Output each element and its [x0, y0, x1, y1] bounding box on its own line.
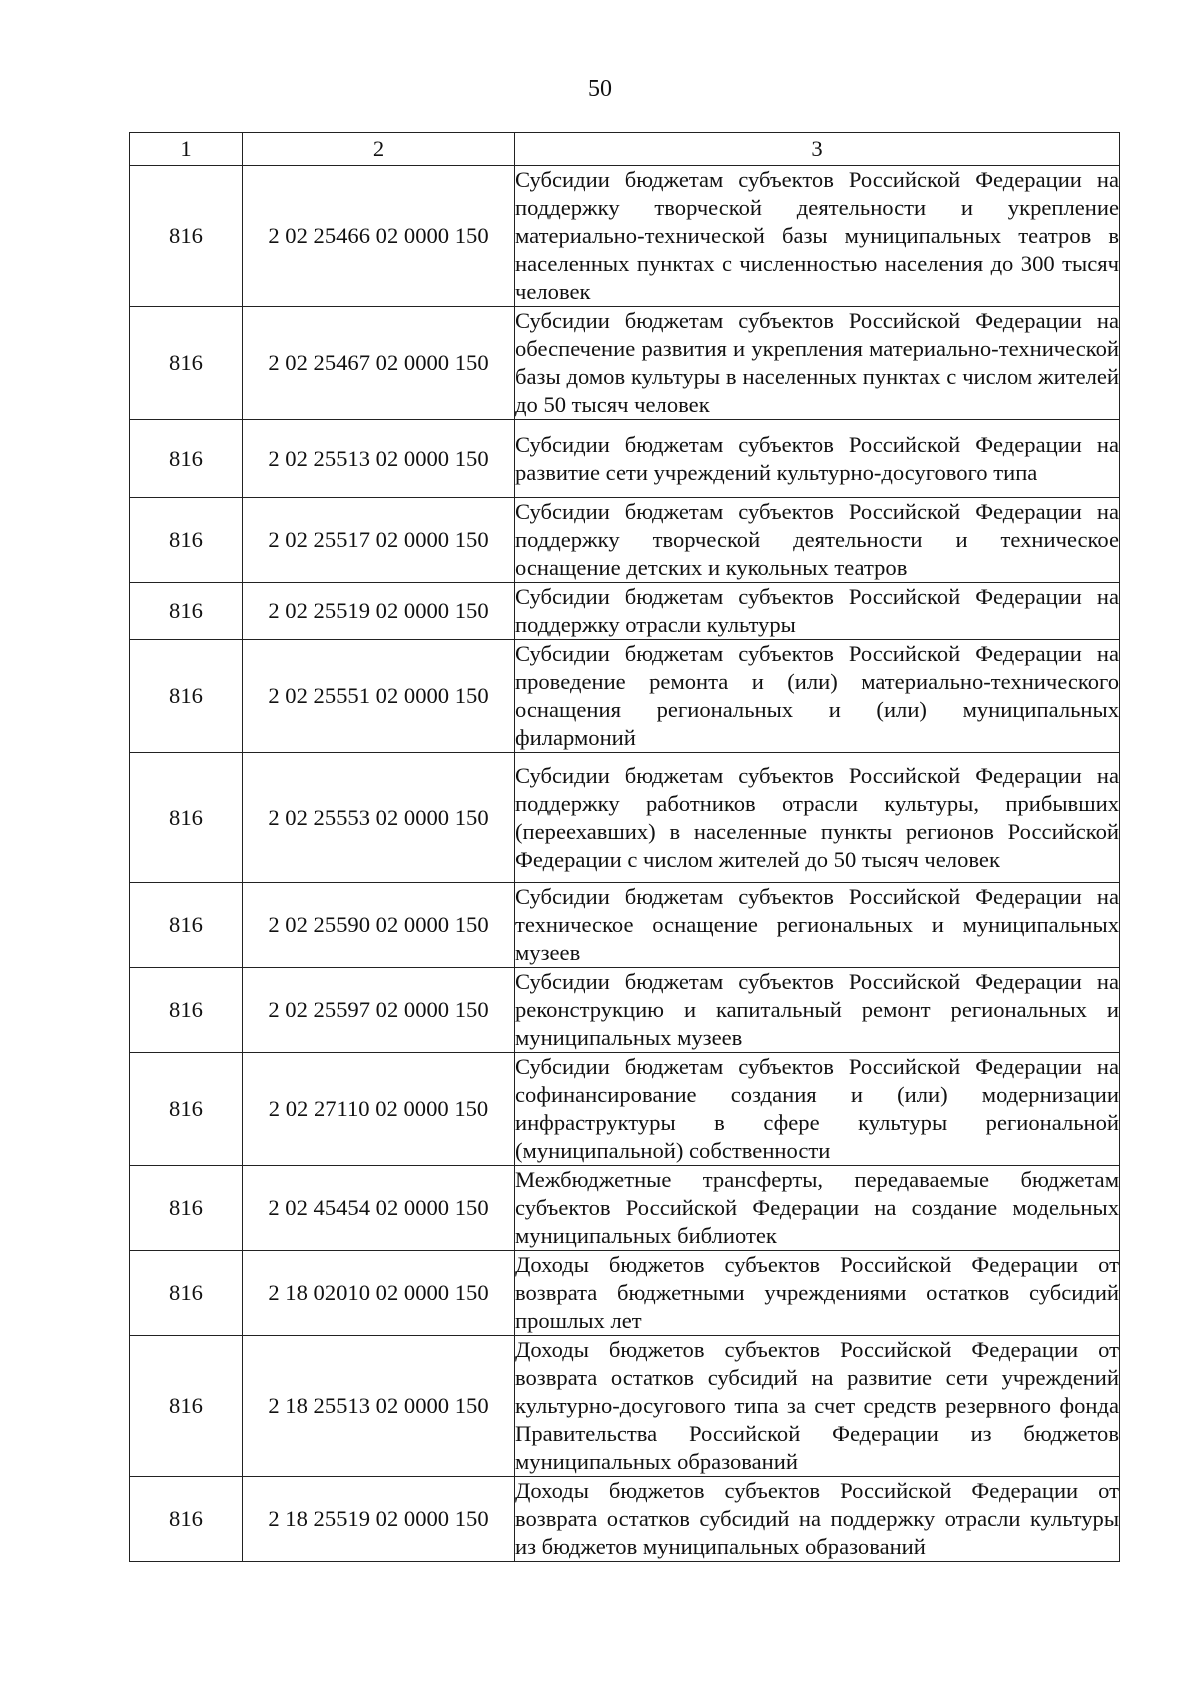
- budget-classification-table: [129, 132, 1120, 1562]
- table-header-row: [130, 133, 1120, 166]
- budget-code-cell: 2 02 25590 02 0000 150: [243, 883, 515, 968]
- description-cell: Межбюджетные трансферты, передаваемые бюджетам субъектов Российской Федерации на создание модельных муниципальных библиотек: [515, 1166, 1120, 1251]
- description-cell: Субсидии бюджетам субъектов Российской Федерации на проведение ремонта и (или) материально-технического оснащения региональных и (или) муниципальных филармоний: [515, 640, 1120, 753]
- description-cell: Субсидии бюджетам субъектов Российской Федерации на поддержку отрасли культуры: [515, 583, 1120, 640]
- description-cell: Субсидии бюджетам субъектов Российской Федерации на поддержку творческой деятельности и укрепление материально-технической базы муниципальных театров в населенных пунктах с численностью населения до 300 тысяч человек: [515, 166, 1120, 307]
- budget-code-cell: 2 02 25553 02 0000 150: [243, 753, 515, 883]
- admin-code-cell: 816: [130, 583, 243, 640]
- table-row: [130, 1053, 1120, 1166]
- description-cell: Субсидии бюджетам субъектов Российской Федерации на техническое оснащение региональных и муниципальных музеев: [515, 883, 1120, 968]
- admin-code-cell: 816: [130, 1053, 243, 1166]
- header-cell-1: 1: [130, 133, 243, 166]
- description-cell: Субсидии бюджетам субъектов Российской Федерации на поддержку творческой деятельности и техническое оснащение детских и кукольных театров: [515, 498, 1120, 583]
- header-cell-2: 2: [243, 133, 515, 166]
- budget-code-cell: 2 02 25597 02 0000 150: [243, 968, 515, 1053]
- budget-code-cell: 2 02 25466 02 0000 150: [243, 166, 515, 307]
- table-row: [130, 753, 1120, 883]
- page-number: 50: [588, 76, 612, 102]
- budget-code-cell: 2 02 25551 02 0000 150: [243, 640, 515, 753]
- table-row: [130, 166, 1120, 307]
- budget-code-cell: 2 02 45454 02 0000 150: [243, 1166, 515, 1251]
- description-cell: Субсидии бюджетам субъектов Российской Федерации на поддержку работников отрасли культуры, прибывших (переехавших) в населенные пункты регионов Российской Федерации с числом жителей до 50 тысяч человек: [515, 753, 1120, 883]
- admin-code-cell: 816: [130, 968, 243, 1053]
- admin-code-cell: 816: [130, 1251, 243, 1336]
- budget-code-cell: 2 02 25513 02 0000 150: [243, 420, 515, 498]
- description-cell: Субсидии бюджетам субъектов Российской Федерации на софинансирование создания и (или) модернизации инфраструктуры в сфере культуры региональной (муниципальной) собственности: [515, 1053, 1120, 1166]
- admin-code-cell: 816: [130, 1477, 243, 1562]
- table-row: [130, 498, 1120, 583]
- budget-code-cell: 2 02 25467 02 0000 150: [243, 307, 515, 420]
- admin-code-cell: 816: [130, 498, 243, 583]
- admin-code-cell: 816: [130, 883, 243, 968]
- budget-code-cell: 2 02 27110 02 0000 150: [243, 1053, 515, 1166]
- table-row: [130, 1336, 1120, 1477]
- admin-code-cell: 816: [130, 753, 243, 883]
- table-row: [130, 1166, 1120, 1251]
- description-cell: Субсидии бюджетам субъектов Российской Федерации на развитие сети учреждений культурно-досугового типа: [515, 420, 1120, 498]
- budget-code-cell: 2 18 02010 02 0000 150: [243, 1251, 515, 1336]
- admin-code-cell: 816: [130, 420, 243, 498]
- description-cell: Доходы бюджетов субъектов Российской Федерации от возврата остатков субсидий на поддержку отрасли культуры из бюджетов муниципальных образований: [515, 1477, 1120, 1562]
- description-cell: Доходы бюджетов субъектов Российской Федерации от возврата остатков субсидий на развитие сети учреждений культурно-досугового типа за счет средств резервного фонда Правительства Российской Федерации из бюджетов муниципальных образований: [515, 1336, 1120, 1477]
- table-row: [130, 583, 1120, 640]
- admin-code-cell: 816: [130, 1336, 243, 1477]
- description-cell: Субсидии бюджетам субъектов Российской Федерации на реконструкцию и капитальный ремонт региональных и муниципальных музеев: [515, 968, 1120, 1053]
- table-row: [130, 1251, 1120, 1336]
- budget-code-cell: 2 18 25519 02 0000 150: [243, 1477, 515, 1562]
- admin-code-cell: 816: [130, 166, 243, 307]
- header-cell-3: 3: [515, 133, 1120, 166]
- admin-code-cell: 816: [130, 307, 243, 420]
- admin-code-cell: 816: [130, 640, 243, 753]
- budget-code-cell: 2 02 25519 02 0000 150: [243, 583, 515, 640]
- admin-code-cell: 816: [130, 1166, 243, 1251]
- table-row: [130, 420, 1120, 498]
- description-cell: Субсидии бюджетам субъектов Российской Федерации на обеспечение развития и укрепления материально-технической базы домов культуры в населенных пунктах с числом жителей до 50 тысяч человек: [515, 307, 1120, 420]
- table-row: [130, 968, 1120, 1053]
- description-cell: Доходы бюджетов субъектов Российской Федерации от возврата бюджетными учреждениями остатков субсидий прошлых лет: [515, 1251, 1120, 1336]
- table-row: [130, 640, 1120, 753]
- table-row: [130, 1477, 1120, 1562]
- budget-code-cell: 2 02 25517 02 0000 150: [243, 498, 515, 583]
- table-row: [130, 307, 1120, 420]
- table-row: [130, 883, 1120, 968]
- budget-code-cell: 2 18 25513 02 0000 150: [243, 1336, 515, 1477]
